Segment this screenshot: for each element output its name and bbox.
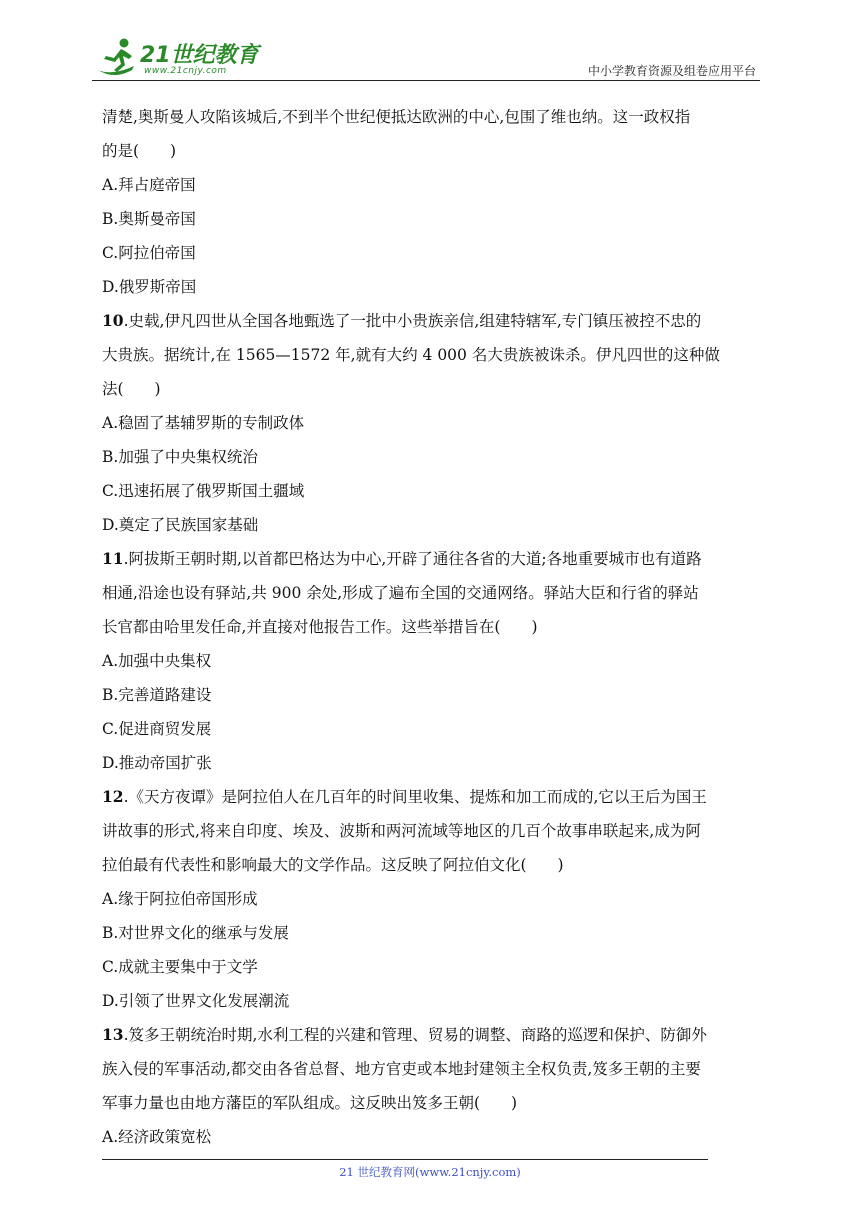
question-text-line: 讲故事的形式,将来自印度、埃及、波斯和两河流域等地区的几百个故事串联起来,成为阿: [102, 822, 701, 840]
question-text-line: 拉伯最有代表性和影响最大的文学作品。这反映了阿拉伯文化( ): [102, 856, 564, 874]
runner-icon: [94, 36, 142, 80]
answer-option: C.促进商贸发展: [102, 720, 212, 738]
footer-divider: [102, 1159, 708, 1160]
answer-option: D.推动帝国扩张: [102, 754, 212, 772]
answer-option: C.阿拉伯帝国: [102, 244, 196, 262]
answer-option: A.拜占庭帝国: [102, 176, 196, 194]
question-text-line: 法( ): [102, 380, 161, 398]
question-text-line: 清楚,奥斯曼人攻陷该城后,不到半个世纪便抵达欧洲的中心,包围了维也纳。这一政权指: [102, 108, 691, 126]
question-text-line: 大贵族。据统计,在 1565—1572 年,就有大约 4 000 名大贵族被诛杀。伊凡四世的这种做: [102, 346, 720, 364]
answer-option: A.加强中央集权: [102, 652, 212, 670]
answer-option: B.奥斯曼帝国: [102, 210, 196, 228]
question-12: [102, 780, 770, 1018]
question-number: 12: [102, 787, 124, 806]
question-continuation: [102, 100, 770, 304]
question-number: 10: [102, 311, 124, 330]
answer-option: B.完善道路建设: [102, 686, 212, 704]
answer-option: B.对世界文化的继承与发展: [102, 924, 289, 942]
answer-option: A.稳固了基辅罗斯的专制政体: [102, 414, 305, 432]
question-text-line: 族入侵的军事活动,都交由各省总督、地方官吏或本地封建领主全权负责,笈多王朝的主要: [102, 1060, 701, 1078]
answer-option: A.缘于阿拉伯帝国形成: [102, 890, 258, 908]
question-text-line: 11.阿拔斯王朝时期,以首都巴格达为中心,开辟了通往各省的大道;各地重要城市也有道路: [102, 549, 702, 568]
answer-option: C.迅速拓展了俄罗斯国土疆域: [102, 482, 305, 500]
answer-option: D.引领了世界文化发展潮流: [102, 992, 290, 1010]
question-text-line: 相通,沿途也设有驿站,共 900 余处,形成了遍布全国的交通网络。驿站大臣和行省的驿站: [102, 584, 699, 602]
header-divider: [92, 80, 760, 81]
answer-option: D.俄罗斯帝国: [102, 278, 197, 296]
question-content: [102, 100, 770, 1154]
page-header: [94, 36, 760, 82]
answer-option: A.经济政策宽松: [102, 1128, 212, 1146]
answer-option: D.奠定了民族国家基础: [102, 516, 259, 534]
site-logo: [94, 36, 264, 80]
question-text-line: 10.史载,伊凡四世从全国各地甄选了一批中小贵族亲信,组建特辖军,专门镇压被控不忠的: [102, 311, 702, 330]
logo-url: www.21cnjy.com: [144, 66, 227, 76]
header-tagline: 中小学教育资源及组卷应用平台: [587, 64, 756, 78]
question-10: [102, 304, 770, 542]
page-footer: 21 世纪教育网(www.21cnjy.com): [339, 1165, 521, 1179]
logo-wordmark: 21世纪教育: [140, 43, 259, 68]
question-number: 13: [102, 1025, 124, 1044]
question-text-line: 12.《天方夜谭》是阿拉伯人在几百年的时间里收集、提炼和加工而成的,它以王后为国王: [102, 787, 707, 806]
question-text-line: 的是( ): [102, 142, 177, 160]
answer-option: B.加强了中央集权统治: [102, 448, 258, 466]
question-13: [102, 1018, 770, 1154]
answer-option: C.成就主要集中于文学: [102, 958, 258, 976]
question-text-line: 13.笈多王朝统治时期,水利工程的兴建和管理、贸易的调整、商路的巡逻和保护、防御外: [102, 1025, 707, 1044]
question-11: [102, 542, 770, 780]
question-number: 11: [102, 549, 124, 568]
question-text-line: 军事力量也由地方藩臣的军队组成。这反映出笈多王朝( ): [102, 1094, 518, 1112]
question-text-line: 长官都由哈里发任命,并直接对他报告工作。这些举措旨在( ): [102, 618, 538, 636]
